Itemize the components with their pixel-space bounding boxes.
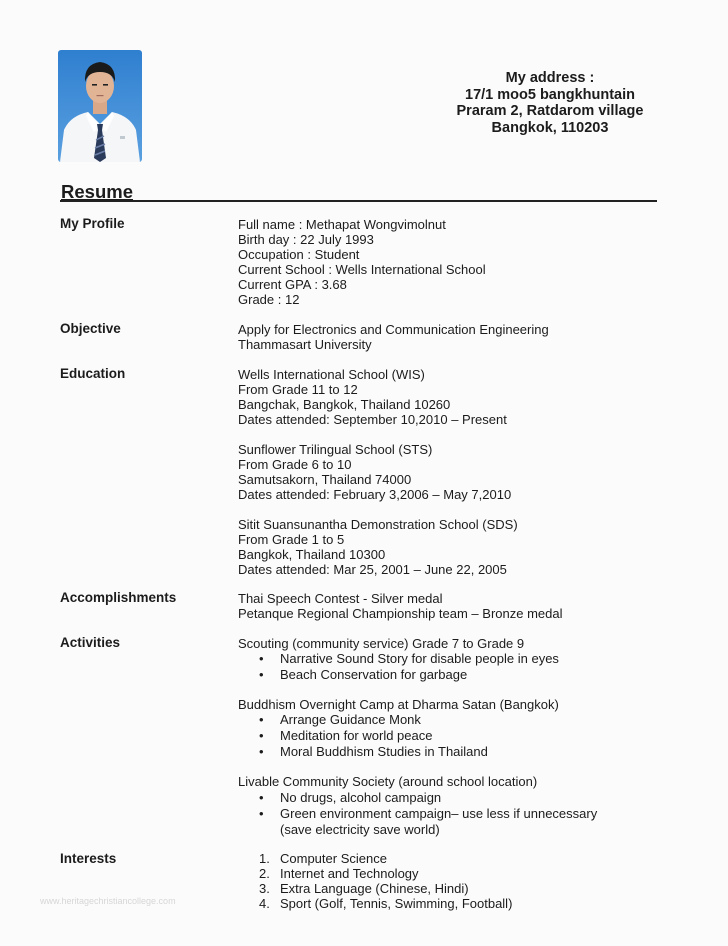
school-entry — [238, 517, 518, 577]
profile-heading: My Profile — [60, 216, 125, 231]
activity-bullet-continuation — [238, 822, 597, 838]
bullet-icon: • — [259, 744, 264, 759]
objective-line: Apply for Electronics and Communication Engineering — [238, 322, 549, 337]
profile-line: Birth day : 22 July 1993 — [238, 232, 374, 247]
interest-item — [238, 881, 512, 896]
interest-item — [238, 896, 512, 911]
interests-list — [238, 851, 512, 911]
accomplishment-line: Thai Speech Contest - Silver medal — [238, 591, 443, 606]
activity-bullet — [238, 728, 488, 744]
interest-number: 4. — [259, 896, 270, 911]
activity-bullet — [238, 651, 559, 667]
activity-bullets — [238, 790, 597, 838]
watermark-text: www.heritagechristiancollege.com — [40, 896, 176, 906]
interests-heading: Interests — [60, 851, 117, 866]
activity-item-text: Arrange Guidance Monk — [280, 712, 421, 727]
school-entry — [238, 367, 518, 427]
activity-item-text: Meditation for world peace — [280, 728, 433, 743]
activity-group-title: Buddhism Overnight Camp at Dharma Satan (Bangkok) — [238, 697, 559, 712]
bullet-icon: • — [259, 728, 264, 743]
activity-item-text: Narrative Sound Story for disable people in eyes — [280, 651, 559, 666]
activity-item-text: Beach Conservation for garbage — [280, 667, 468, 682]
school-location: Bangkok, Thailand 10300 — [238, 547, 386, 562]
activity-item-text: No drugs, alcohol campaign — [280, 790, 442, 805]
profile-details — [238, 217, 486, 307]
profile-photo — [58, 50, 142, 162]
interest-text: Internet and Technology — [280, 866, 419, 881]
profile-line: Full name : Methapat Wongvimolnut — [238, 217, 446, 232]
activity-bullets — [238, 712, 488, 760]
address-line-2: Praram 2, Ratdarom village — [456, 103, 644, 119]
objective-details — [238, 322, 549, 352]
address-line-1: 17/1 moo5 bangkhuntain — [465, 86, 635, 103]
interest-item — [238, 851, 512, 866]
bullet-icon: • — [259, 651, 264, 666]
interest-text: Extra Language (Chinese, Hindi) — [280, 881, 469, 896]
school-grades: From Grade 6 to 10 — [238, 457, 352, 472]
accomplishments-details — [238, 591, 562, 621]
activity-bullet — [238, 806, 597, 822]
activity-item-text: Green environment campaign– use less if unnecessary — [280, 806, 598, 821]
school-name: Sunflower Trilingual School (STS) — [238, 442, 433, 457]
interest-text: Computer Science — [280, 851, 387, 866]
activity-item-text: Moral Buddhism Studies in Thailand — [280, 744, 488, 759]
activity-bullet — [238, 667, 559, 683]
profile-line: Current School : Wells International School — [238, 262, 486, 277]
address-heading: My address : — [505, 70, 595, 86]
accomplishments-heading: Accomplishments — [60, 590, 177, 605]
school-name: Sitit Suansunantha Demonstration School (SDS) — [238, 517, 518, 532]
profile-line: Occupation : Student — [238, 247, 360, 262]
bullet-icon: • — [259, 806, 264, 821]
education-heading: Education — [60, 366, 126, 381]
resume-title: Resume — [61, 181, 133, 202]
profile-line: Current GPA : 3.68 — [238, 277, 347, 292]
school-name: Wells International School (WIS) — [238, 367, 425, 382]
school-entry — [238, 442, 518, 502]
bullet-icon: • — [259, 712, 264, 727]
activity-bullet — [238, 744, 488, 760]
education-details — [238, 367, 518, 577]
activity-bullets — [238, 651, 559, 683]
title-divider — [60, 200, 657, 202]
profile-line: Grade : 12 — [238, 292, 300, 307]
school-grades: From Grade 11 to 12 — [238, 382, 358, 397]
activity-group-title: Livable Community Society (around school location) — [238, 774, 538, 789]
school-dates: Dates attended: Mar 25, 2001 – June 22, 2005 — [238, 562, 507, 577]
school-dates: Dates attended: February 3,2006 – May 7,2010 — [238, 487, 512, 502]
activity-bullet — [238, 712, 488, 728]
address-line-3: Bangkok, 110203 — [491, 119, 609, 136]
interest-item — [238, 866, 512, 881]
address-block — [420, 70, 680, 136]
objective-line: Thammasart University — [238, 337, 372, 352]
school-grades: From Grade 1 to 5 — [238, 532, 345, 547]
interest-text: Sport (Golf, Tennis, Swimming, Football) — [280, 896, 513, 911]
bullet-icon: • — [259, 667, 264, 682]
school-location: Samutsakorn, Thailand 74000 — [238, 472, 412, 487]
interest-number: 3. — [259, 881, 270, 896]
activities-heading: Activities — [60, 635, 121, 650]
objective-heading: Objective — [60, 321, 121, 336]
interest-number: 1. — [259, 851, 270, 866]
school-dates: Dates attended: September 10,2010 – Present — [238, 412, 507, 427]
interest-number: 2. — [259, 866, 270, 881]
bullet-icon: • — [259, 790, 264, 805]
accomplishment-line: Petanque Regional Championship team – Bronze medal — [238, 606, 563, 621]
activity-item-text: (save electricity save world) — [280, 822, 440, 837]
school-location: Bangchak, Bangkok, Thailand 10260 — [238, 397, 451, 412]
activity-bullet — [238, 790, 597, 806]
activity-group-title: Scouting (community service) Grade 7 to Grade 9 — [238, 636, 525, 651]
